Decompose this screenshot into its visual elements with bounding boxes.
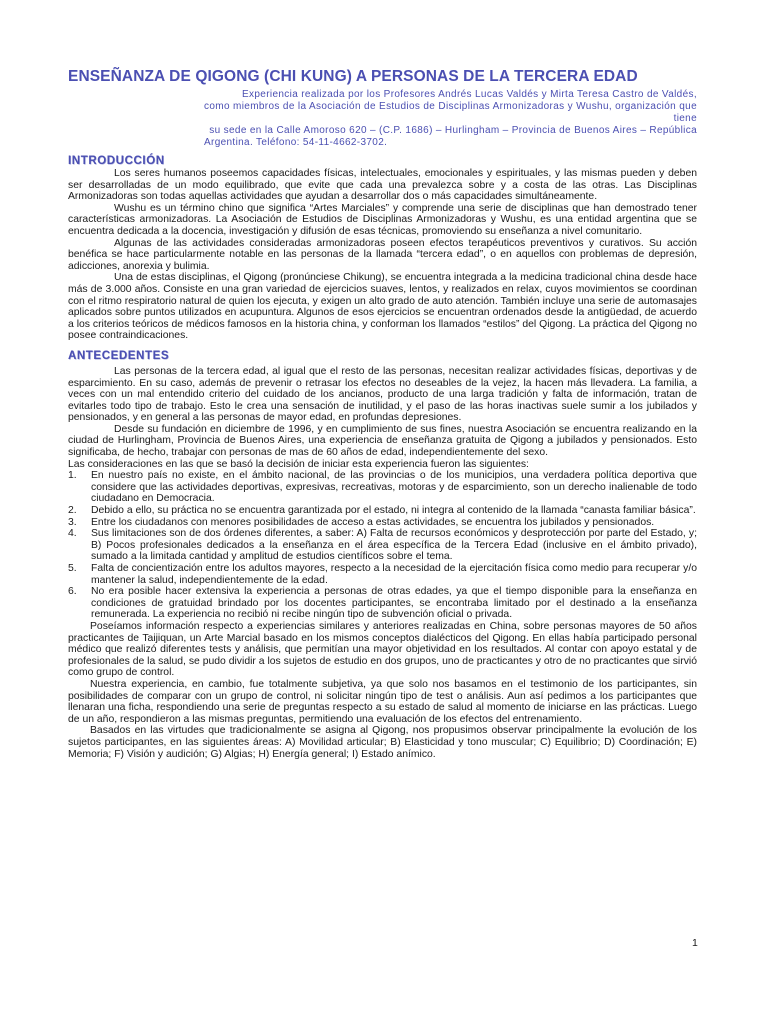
credits-line: como miembros de la Asociación de Estudios de Disciplinas Armonizadoras y Wushu, organización que tiene — [204, 101, 697, 124]
section-heading-antecedentes: ANTECEDENTES — [68, 349, 170, 362]
paragraph: Nuestra experiencia, en cambio, fue totalmente subjetiva, ya que solo nos basamos en el testimonio de los participantes, sin posibilidades de comparar con un grupo de control, ni solicitar ningún tipo de test o análisis. Aun así pedimos a los participantes que llenaran una ficha, respondiendo una serie de preguntas respecto a su estado de salud al momento de iniciarse en las prácticas. Luego de un año, respondieron a las mismas preguntas, permitiendo una evaluación de los efectos del entrenamiento. — [68, 678, 697, 725]
document-page — [68, 68, 697, 760]
list-item — [68, 528, 697, 563]
list-number: 2. — [68, 505, 77, 517]
list-number: 3. — [68, 516, 77, 528]
paragraph: Las consideraciones en las que se basó la decisión de iniciar esta experiencia fueron las siguientes: — [68, 458, 529, 470]
list-text: Falta de concientización entre los adultos mayores, respecto a la necesidad de la ejercitación física como medio para recuperar y/o mantener la salud, independientemente de la edad. — [91, 563, 697, 586]
paragraph: Basados en las virtudes que tradicionalmente se asigna al Qigong, nos propusimos observar principalmente la evolución de los sujetos participantes, en las siguientes áreas: A) Movilidad articular; B) Elasticidad y tono muscular; C) Equilibrio; D) Coordinación; E) Memoria; F) Visión y audición; G) Algias; H) Energía general; I) Estado anímico. — [68, 725, 697, 760]
author-credits — [204, 89, 697, 149]
list-text: Entre los ciudadanos con menores posibilidades de acceso a estas actividades, se encuentra los jubilados y pensionados. — [91, 516, 655, 528]
list-item — [68, 586, 697, 621]
list-item — [68, 563, 697, 586]
list-item — [68, 505, 697, 517]
section-heading-introduccion: INTRODUCCIÓN — [68, 155, 165, 167]
list-item — [68, 517, 697, 529]
list-text: Debido a ello, su práctica no se encuentra garantizada por el estado, ni integra al contenido de la llamada “canasta familiar básica”. — [91, 505, 696, 517]
paragraph: Los seres humanos poseemos capacidades físicas, intelectuales, emocionales y espirituales, y las mismas pueden y deben ser desarrolladas de un modo equilibrado, que evite que cada una prevalezca sobre y a costa de las otras. Las Disciplinas Armonizadoras son todas aquellas actividades que ayudan a desarrollar dos o más capacidades simultáneamente. — [68, 168, 697, 203]
credits-line: Experiencia realizada por los Profesores Andrés Lucas Valdés y Mirta Teresa Castro de Valdés, — [242, 89, 697, 100]
list-text: No era posible hacer extensiva la experiencia a personas de otras edades, ya que el tiempo disponible para la enseñanza en condiciones de gratuidad brindado por los docentes participantes, se encontraba limitado por el destinado a la enseñanza remunerada. La experiencia no recibió ni recibe ningún tipo de subvención oficial o privada. — [91, 586, 697, 621]
paragraph: Una de estas disciplinas, el Qigong (pronúnciese Chikung), se encuentra integrada a la medicina tradicional china desde hace más de 3.000 años. Consiste en una gran variedad de ejercicios suaves, lentos, y realizados en relax, cuyos movimientos se coordinan con el ritmo respiratorio natural de quien los ejecuta, y exigen un alto grado de auto atención. También incluye una serie de automasajes aplicados sobre puntos utilizados en acupuntura. Algunos de esos ejercicios se encuentran ordenados desde la antigüedad, de acuerdo a los criterios teóricos de médicos famosos en la historia china, y conforman los llamados “estilos” del Qigong. La práctica del Qigong no posee contraindicaciones. — [68, 272, 697, 342]
paragraph: Algunas de las actividades consideradas armonizadoras poseen efectos terapéuticos preventivos y curativos. Su acción benéfica se hace particularmente notable en las personas de la llamada “tercera edad”, o en aquellos con problemas de depresión, adicciones, anorexia y bulimia. — [68, 237, 697, 272]
list-text: En nuestro país no existe, en el ámbito nacional, de las provincias o de los municipios, una verdadera política deportiva que considere que las actividades deportivas, expresivas, recreativas, motoras y de esparcimiento, son un derecho inalienable de todo ciudadano en Democracia. — [91, 470, 697, 505]
paragraph: Las personas de la tercera edad, al igual que el resto de las personas, necesitan realizar actividades físicas, deportivas y de esparcimiento. En su caso, además de prevenir o retrasar los efectos no deseables de la vejez, la hacen más llevadera. La familia, a veces con un mal entendido criterio del cuidado de los ancianos, producto de una larga tradición y falta de información, tratan de evitarles todo tipo de trabajo. Esto le crea una sensación de inutilidad, y el paso de las horas inactivas suele sumir a los jubilados y pensionados, y en general a las personas de mayor edad, en profundas depresiones. — [68, 365, 697, 424]
list-number: 5. — [68, 563, 77, 574]
paragraph: Wushu es un término chino que significa “Artes Marciales” y comprende una serie de disciplinas que han demostrado tener características armonizadoras. La Asociación de Estudios de Disciplinas Armonizadoras y Wushu, es una entidad argentina que se encuentra dedicada a la docencia, investigación y difusión de esas técnicas, promoviendo su enseñanza a nivel comunitario. — [68, 202, 697, 237]
list-number: 1. — [68, 470, 77, 482]
list-text: Sus limitaciones son de dos órdenes diferentes, a saber: A) Falta de recursos económicos y desprotección por parte del Estado, y; B) Pocos profesionales dedicados a la enseñanza en el área específica de la Tercera Edad (inclusive en el ámbito privado), sumado a la limitada cantidad y amplitud de estudios científicos sobre el tema. — [91, 528, 697, 563]
credits-line: Argentina. Teléfono: 54-11-4662-3702. — [204, 137, 388, 148]
page-number: 1 — [692, 937, 698, 949]
considerations-list — [68, 470, 697, 621]
list-number: 6. — [68, 586, 77, 598]
paragraph: Desde su fundación en diciembre de 1996, y en cumplimiento de sus fines, nuestra Asociación se encuentra realizando en la ciudad de Hurlingham, Provincia de Buenos Aires, una experiencia de enseñanza gratuita de Qigong a jubilados y pensionados. Esto significaba, de hecho, trabajar con personas de mas de 60 años de edad, independientemente del sexo. — [68, 423, 697, 459]
list-item — [68, 470, 697, 505]
document-title: ENSEÑANZA DE QIGONG (CHI KUNG) A PERSONAS DE LA TERCERA EDAD — [68, 68, 638, 85]
list-number: 4. — [68, 528, 77, 540]
credits-line: su sede en la Calle Amoroso 620 – (C.P. 1686) – Hurlingham – Provincia de Buenos Aires – República — [209, 125, 697, 136]
paragraph: Poseíamos información respecto a experiencias similares y anteriores realizadas en China, sobre personas mayores de 50 años practicantes de Taijiquan, un Arte Marcial basado en los mismos conceptos dialécticos del Qigong. En ellas había participado personal médico que realizó diferentes tests y análisis, que permitían una mayor objetividad en los resultados. Al contar con apoyo estatal y de profesionales de la salud, se pudo dividir a los sujetos de estudio en dos grupos, uno de practicantes y otro de no practicantes que sirvió como grupo de control. — [68, 620, 697, 679]
